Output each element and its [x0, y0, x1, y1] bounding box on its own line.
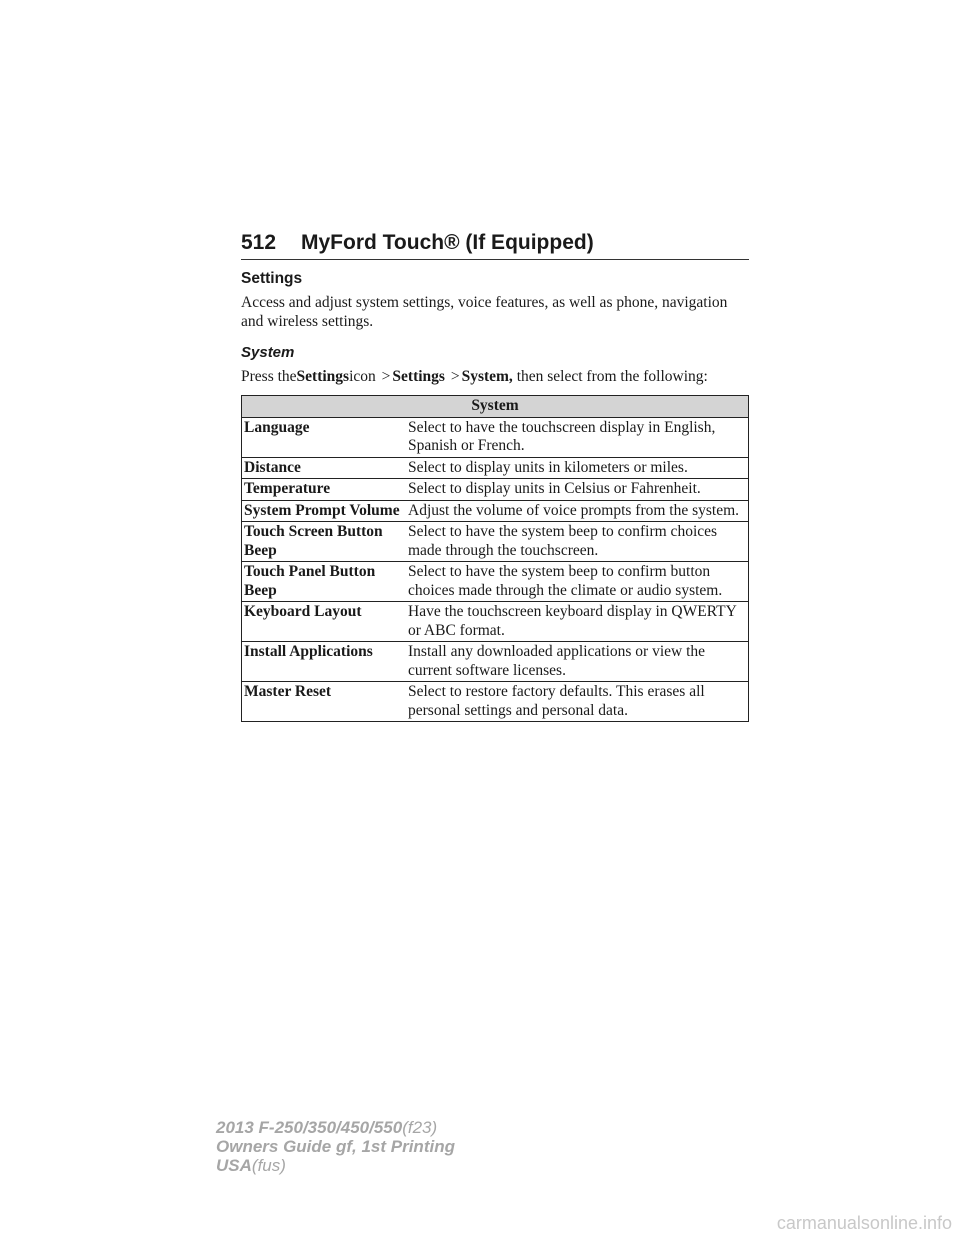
page-content: [241, 268, 749, 722]
setting-name: Master Reset: [242, 682, 407, 722]
table-header-row: [242, 396, 749, 418]
setting-description: Select to display units in Celsius or Fahrenheit.: [406, 479, 749, 501]
setting-name: Touch Screen Button Beep: [242, 522, 407, 562]
footer-line-region: USA(fus): [216, 1156, 286, 1175]
table-row: [242, 642, 749, 682]
table-row: [242, 682, 749, 722]
table-row: [242, 457, 749, 479]
system-menu-label: System,: [461, 368, 513, 385]
table-row: [242, 417, 749, 457]
setting-name: Keyboard Layout: [242, 602, 407, 642]
table-row: [242, 602, 749, 642]
subsection-heading: System: [241, 344, 295, 361]
system-settings-table: [241, 395, 749, 722]
setting-description: Select to restore factory defaults. This erases all personal settings and personal data.: [406, 682, 749, 722]
setting-description: Adjust the volume of voice prompts from the system.: [406, 500, 749, 522]
setting-description: Select to have the system beep to confirm choices made through the touchscreen.: [406, 522, 749, 562]
setting-name: Distance: [242, 457, 407, 479]
page-number: 512: [241, 231, 277, 254]
table-row: [242, 562, 749, 602]
setting-description: Have the touchscreen keyboard display in QWERTY or ABC format.: [406, 602, 749, 642]
setting-description: Install any downloaded applications or view the current software licenses.: [406, 642, 749, 682]
setting-name: Temperature: [242, 479, 407, 501]
setting-description: Select to have the system beep to confirm button choices made through the climate or audio system.: [406, 562, 749, 602]
instruction-text: Press theSettingsicon > Settings > System, then select from the following:: [241, 368, 708, 385]
chapter-title: MyFord Touch® (If Equipped): [301, 231, 594, 254]
table-header: System: [242, 396, 749, 418]
setting-name: Touch Panel Button Beep: [242, 562, 407, 602]
table-row: [242, 522, 749, 562]
table-body: [242, 417, 749, 722]
footer-line-guide: Owners Guide gf, 1st Printing: [216, 1137, 455, 1156]
setting-description: Select to display units in kilometers or miles.: [406, 457, 749, 479]
settings-menu-label: Settings: [392, 368, 445, 385]
settings-icon-label: Settings: [296, 368, 350, 385]
setting-name: Language: [242, 417, 407, 457]
section-heading: Settings: [241, 270, 303, 287]
setting-name: System Prompt Volume: [242, 500, 407, 522]
section-intro: Access and adjust system settings, voice features, as well as phone, navigation and wireless settings.: [241, 294, 728, 330]
table-row: [242, 500, 749, 522]
footer: [216, 1118, 455, 1175]
watermark: carmanualsonline.info: [776, 1213, 952, 1233]
page-header: [241, 229, 749, 260]
setting-name: Install Applications: [242, 642, 407, 682]
footer-line-model: 2013 F-250/350/450/550(f23): [216, 1118, 438, 1137]
table-row: [242, 479, 749, 501]
setting-description: Select to have the touchscreen display in English, Spanish or French.: [406, 417, 749, 457]
